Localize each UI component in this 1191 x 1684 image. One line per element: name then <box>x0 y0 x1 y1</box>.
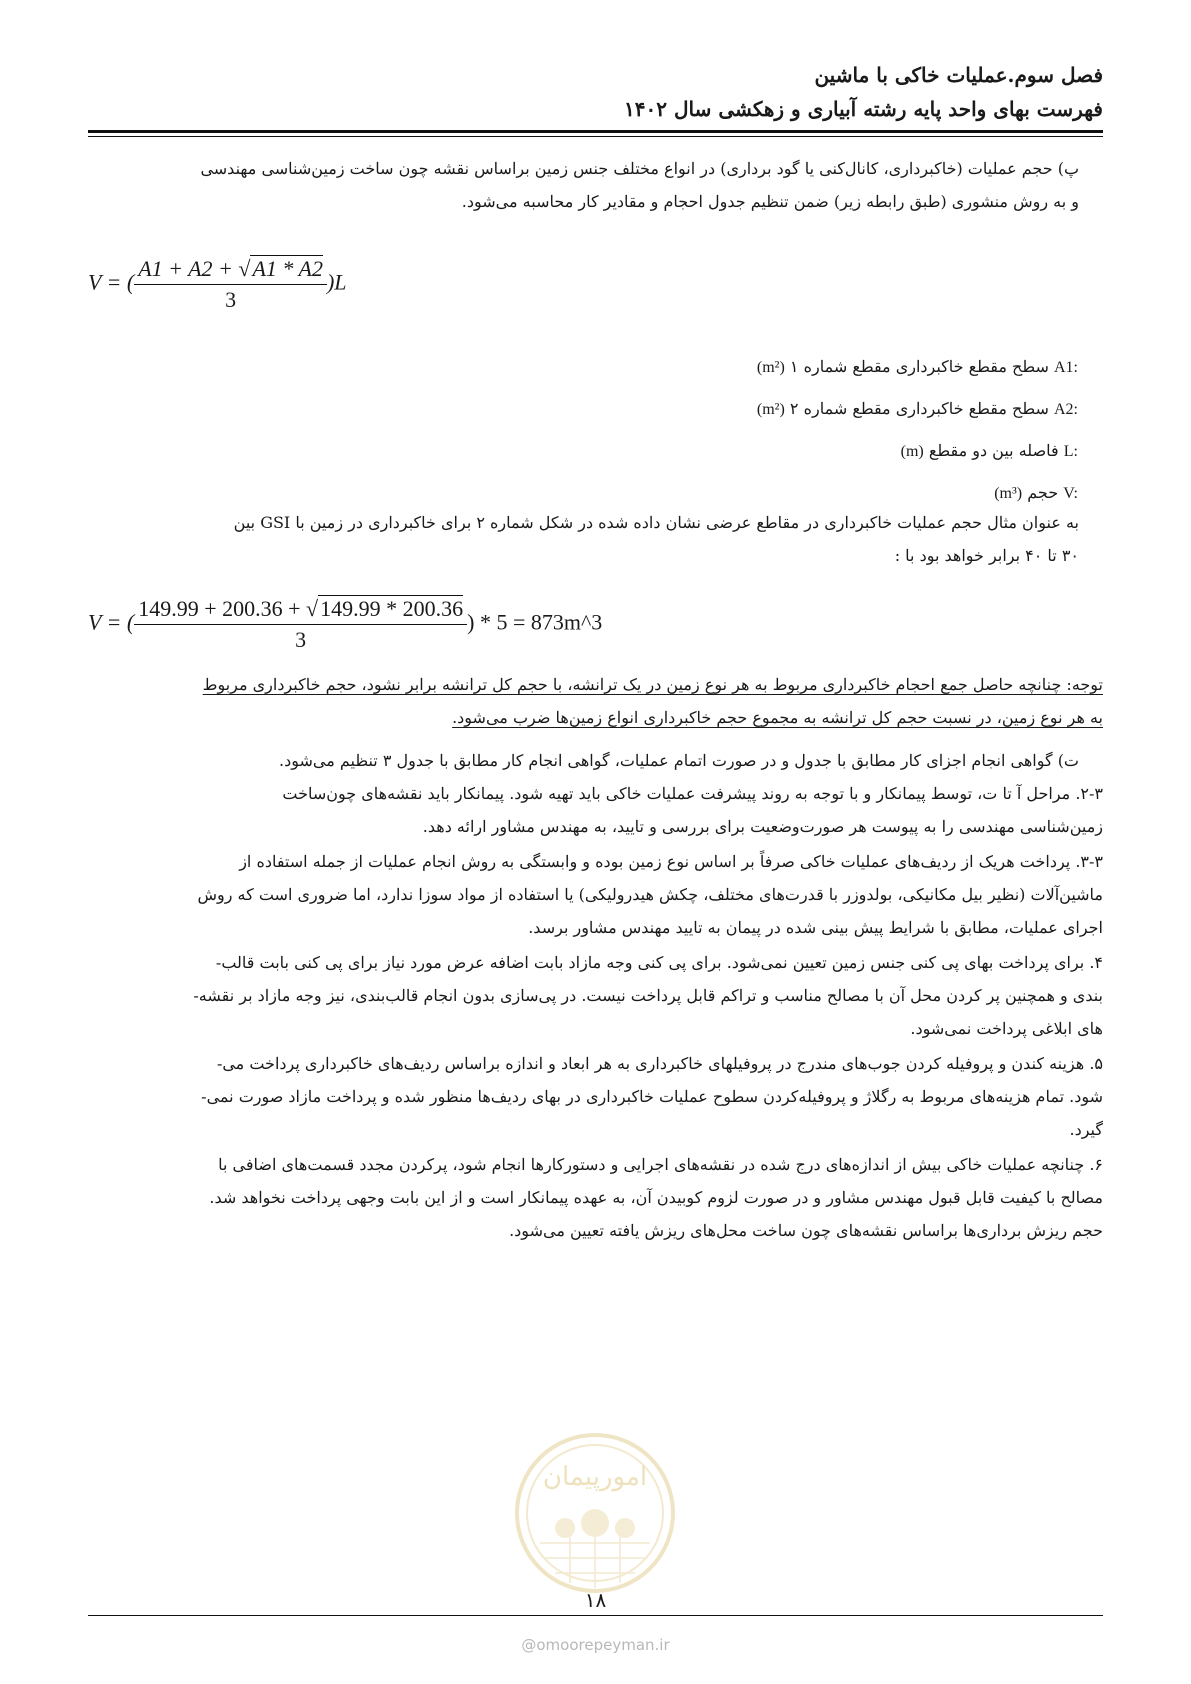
formula2-lhs: V = ( <box>88 609 135 635</box>
item-3-3-line-1: ۳-۳. پرداخت هریک از ردیف‌های عملیات خاکی صرفاً بر اساس نوع زمین بوده و وابستگی به روش انجام عملیات از جمله استفاده از <box>239 852 1103 871</box>
example-paragraph <box>88 506 1079 572</box>
formula2-numerator: 149.99 + 200.36 + <box>138 596 307 621</box>
item-3-3-line-2: ماشین‌آلات (نظیر بیل مکانیکی، بولدوزر با قدرت‌های مختلف، چکش هیدرولیکی) یا استفاده از مواد سوزا ندارد، اما ضروری است که روش <box>197 885 1103 904</box>
item-5 <box>88 1047 1103 1146</box>
definition-l-text: فاصله بین دو مقطع <box>928 441 1059 460</box>
item-6 <box>88 1148 1103 1247</box>
footer-rule <box>88 1615 1103 1616</box>
item-6-line-2: مصالح با کیفیت قابل قبول مهندس مشاور و در صورت لزوم کوبیدن آن، به عهده پیمانکار است و از این بابت وجهی پرداخت نخواهد شد. <box>209 1188 1103 1207</box>
item-3-3 <box>88 845 1103 944</box>
chapter-title: فصل سوم.عملیات خاکی با ماشین <box>814 63 1103 87</box>
item-4-line-1: ۴. برای پرداخت بهای پی کنی جنس زمین تعیین نمی‌شود. برای پی کنی وجه مازاد بابت اضافه عرض مورد نیاز برای پی کنی بابت قالب- <box>215 953 1103 972</box>
item-5-line-1: ۵. هزینه کندن و پروفیله کردن جوب‌های مندرج در پروفیلهای خاکبرداری به هر ابعاد و اندازه براساس ردیف‌های خاکبرداری پرداخت می- <box>216 1054 1103 1073</box>
formula1-fraction <box>134 256 327 313</box>
formula1-lhs: V = ( <box>88 269 135 295</box>
formula1-numerator: A1 + A2 + <box>138 256 239 281</box>
example-line-1: به عنوان مثال حجم عملیات خاکبرداری در مقاطع عرضی نشان داده شده در شکل شماره ۲ برای خاکبرداری در زمین با GSI بین <box>233 513 1079 532</box>
seal-text: امورپیمان <box>542 1462 648 1492</box>
intro-paragraph <box>88 152 1079 218</box>
item-4 <box>88 946 1103 1045</box>
item-4-line-2: بندی و همچنین پر کردن محل آن با مصالح مناسب و تراکم قابل پرداخت نیست. در پی‌سازی بدون انجام قالب‌بندی، نیز وجه مازاد بر نقشه- <box>193 986 1103 1005</box>
definition-a1-unit: (m²) <box>756 359 785 376</box>
definition-l <box>757 430 1078 472</box>
page-header <box>88 58 1103 126</box>
definition-a2-unit: (m²) <box>756 401 785 418</box>
formula1-rhs: )L <box>326 269 347 295</box>
item-3-2-line-2: زمین‌شناسی مهندسی را به پیوست هر صورت‌وضعیت برای بررسی و تایید، به مهندس مشاور ارائه دهد. <box>422 817 1103 836</box>
book-title: فهرست بهای واحد پایه رشته آبیاری و زهکشی سال ۱۴۰۲ <box>624 97 1103 121</box>
item-3-2 <box>88 777 1103 843</box>
sqrt-sign-icon: √ <box>238 256 251 281</box>
definition-a2-key: A2: <box>1054 401 1078 418</box>
definition-a1-text: سطح مقطع خاکبرداری مقطع شماره ۱ <box>789 357 1049 376</box>
formula1-denominator: 3 <box>225 287 237 312</box>
watermark-url: @omoorepeyman.ir <box>521 1636 670 1654</box>
variable-definitions <box>757 346 1078 514</box>
definition-v-key: V: <box>1063 485 1078 502</box>
item-t <box>88 744 1079 777</box>
intro-line-2: و به روش منشوری (طبق رابطه زیر) ضمن تنظیم جدول احجام و مقادیر کار محاسبه می‌شود. <box>461 192 1079 211</box>
formula2-rhs: ) * 5 = 873m^3 <box>467 609 603 635</box>
intro-line-1: پ) حجم عملیات (خاکبرداری، کانال‌کنی یا گود برداری) در انواع مختلف جنس زمین براساس نقشه چون ساخت زمین‌شناسی مهندسی <box>200 159 1079 178</box>
definition-a1 <box>757 346 1078 388</box>
note-line-1: توجه: چنانچه حاصل جمع احجام خاکبرداری مربوط به هر نوع زمین در یک ترانشه، با حجم کل ترانشه برابر نشود، حجم خاکبرداری مربوط <box>202 675 1103 694</box>
item-4-line-3: های ابلاغی پرداخت نمی‌شود. <box>910 1019 1103 1038</box>
item-3-3-line-3: اجرای عملیات، مطابق با شرایط پیش بینی شده در پیمان به تایید مهندس مشاور برسد. <box>528 918 1103 937</box>
item-5-line-3: گیرد. <box>1069 1120 1103 1139</box>
definition-v-unit: (m³) <box>994 485 1023 502</box>
definition-v-text: حجم <box>1027 483 1059 502</box>
definition-a1-key: A1: <box>1054 359 1078 376</box>
definition-a2-text: سطح مقطع خاکبرداری مقطع شماره ۲ <box>789 399 1049 418</box>
note-line-2: به هر نوع زمین، در نسبت حجم کل ترانشه به مجموع حجم خاکبرداری انواع زمین‌ها ضرب می‌شود. <box>452 708 1103 727</box>
item-3-2-line-1: ۲-۳. مراحل آ تا ت، توسط پیمانکار و با توجه به روند پیشرفت عملیات خاکی باید تهیه شود. پیمانکار باید نقشه‌های چون‌ساخت <box>282 784 1103 803</box>
item-6-line-3: حجم ریزش برداری‌ها براساس نقشه‌های چون ساخت محل‌های ریزش یافته تعیین می‌شود. <box>509 1221 1103 1240</box>
definition-a2 <box>757 388 1078 430</box>
item-5-line-2: شود. تمام هزینه‌های مربوط به رگلاژ و پروفیله‌کردن سطوح عملیات خاکبرداری در بهای ردیف‌ها منظور شده و پرداخت مازاد صورت نمی- <box>201 1087 1103 1106</box>
item-t-line: ت) گواهی انجام اجزای کار مطابق با جدول و در صورت اتمام عملیات، گواهی انجام کار مطابق با جدول ۳ تنظیم می‌شود. <box>278 751 1079 770</box>
header-rule-thin <box>88 136 1103 137</box>
sqrt-sign-icon: √ <box>306 596 319 621</box>
volume-formula <box>88 256 347 313</box>
header-rule-thick <box>88 130 1103 133</box>
note-paragraph <box>88 668 1103 734</box>
item-6-line-1: ۶. چنانچه عملیات خاکی بیش از اندازه‌های درج شده در نقشه‌های اجرایی و دستورکارها انجام شود، پرکردن مجدد قسمت‌های اضافی با <box>218 1155 1103 1174</box>
example-line-2: ۳۰ تا ۴۰ برابر خواهد بود با : <box>894 546 1079 565</box>
formula2-denominator: 3 <box>295 627 307 652</box>
formula2-fraction <box>134 596 467 653</box>
definition-l-unit: (m) <box>900 443 924 460</box>
example-formula <box>88 596 602 653</box>
formula1-sqrt: A1 * A2 <box>252 256 323 281</box>
page-number: ۱۸ <box>584 1588 607 1612</box>
seal-watermark-icon <box>510 1428 680 1598</box>
definition-l-key: L: <box>1063 443 1078 460</box>
formula2-sqrt: 149.99 * 200.36 <box>320 596 464 621</box>
